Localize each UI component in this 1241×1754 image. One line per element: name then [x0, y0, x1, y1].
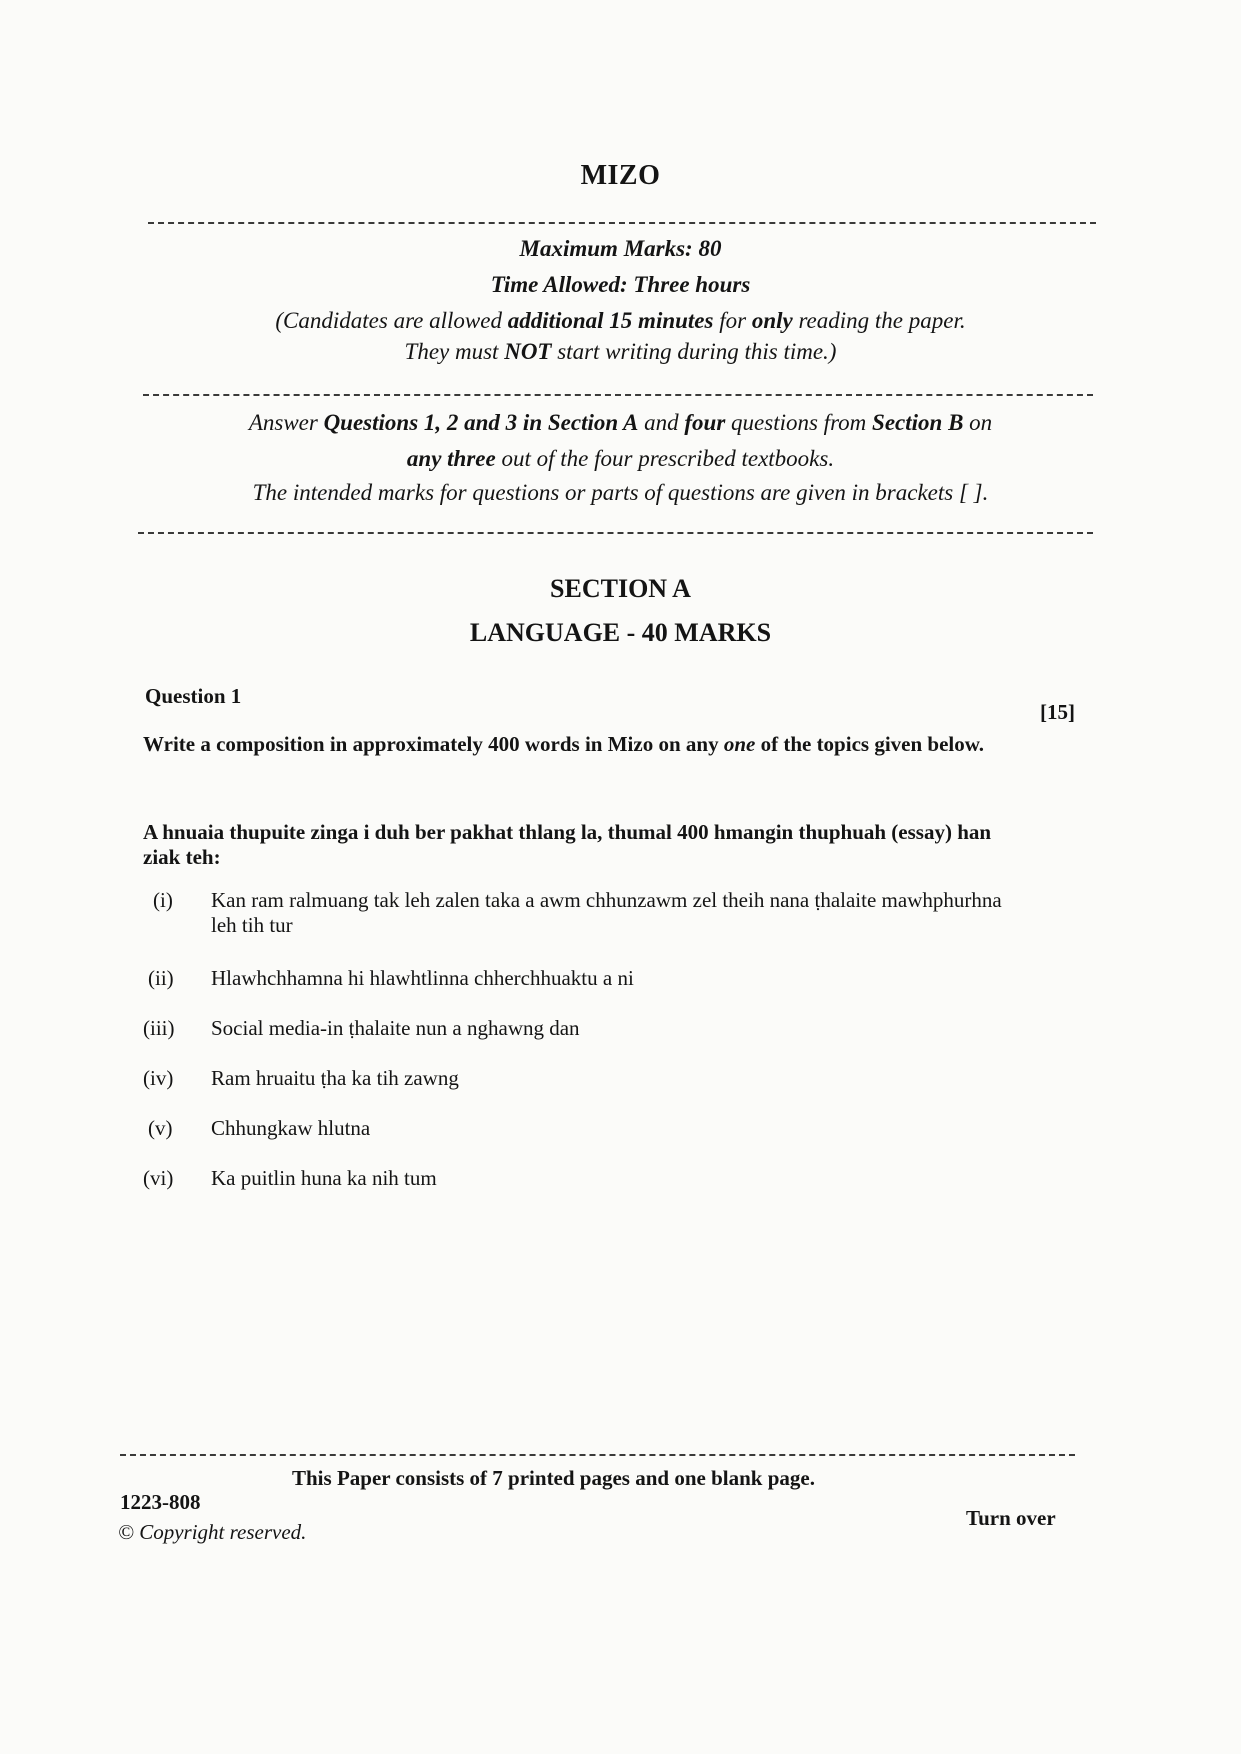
question-prompt-english: [143, 732, 1023, 757]
text: and: [638, 410, 685, 435]
topic-number: (vi): [143, 1166, 174, 1190]
text: questions from: [725, 410, 873, 435]
section-title: SECTION A: [550, 574, 691, 603]
subject-title: MIZO: [580, 160, 661, 191]
topic-text: Hlawhchhamna hi hlawhtlinna chherchhuaktu a ni: [211, 966, 634, 990]
topic-number: (iii): [143, 1016, 175, 1040]
topic-text: Ram hruaitu ṭha ka tih zawng: [211, 1066, 459, 1090]
question-prompt-mizo: A hnuaia thupuite zinga i duh ber pakhat thlang la, thumal 400 hmangin thuphuah (essay) han ziak teh:: [143, 820, 992, 869]
divider: [138, 532, 1093, 534]
text-bold: any three: [406, 446, 496, 471]
text-bold: Section B: [872, 410, 964, 435]
topic-text: Kan ram ralmuang tak leh zalen taka a awm chhunzawm zel theih nana ṭhalaite mawhphurhna leh tih tur: [211, 888, 1002, 937]
copyright: © Copyright reserved.: [118, 1520, 307, 1544]
pages-note: This Paper consists of 7 printed pages and one blank page.: [292, 1466, 815, 1490]
answer-instruction: [0, 410, 1241, 436]
divider: [148, 222, 1096, 224]
text-bold: four: [684, 410, 726, 435]
topic-number: (ii): [148, 966, 174, 990]
text-bold: NOT: [504, 339, 552, 364]
text: on: [963, 410, 993, 435]
question-label: Question 1: [145, 684, 242, 708]
footer-divider: [120, 1454, 1075, 1456]
text-bold: additional 15 minutes: [507, 308, 714, 333]
marks-note: The intended marks for questions or parts of questions are given in brackets [ ].: [252, 480, 989, 505]
text: They must: [404, 339, 505, 364]
text-bold: Questions 1, 2 and 3 in Section A: [323, 410, 639, 435]
paper-code: 1223-808: [120, 1490, 201, 1514]
text-emphasis: one: [723, 732, 756, 756]
topic-number: (iv): [143, 1066, 174, 1090]
divider: [143, 394, 1093, 396]
section-subtitle: LANGUAGE - 40 MARKS: [469, 618, 772, 647]
turn-over: Turn over: [966, 1506, 1056, 1530]
text-bold: only: [751, 308, 793, 333]
reading-time-note: [0, 308, 1241, 334]
text: of the topics given below.: [755, 732, 984, 756]
text: start writing during this time.): [551, 339, 837, 364]
text: out of the four prescribed textbooks.: [495, 446, 835, 471]
text: (Candidates are allowed: [275, 308, 508, 333]
topic-text: Ka puitlin huna ka nih tum: [211, 1166, 437, 1190]
text: Answer: [248, 410, 324, 435]
answer-instruction-cont: [0, 446, 1241, 472]
text: for: [713, 308, 752, 333]
text: reading the paper.: [792, 308, 966, 333]
topic-text: Chhungkaw hlutna: [211, 1116, 371, 1140]
text: Write a composition in approximately 400 words in Mizo on any: [143, 732, 724, 756]
topic-number: (v): [148, 1116, 173, 1140]
topic-text: Social media-in ṭhalaite nun a nghawng dan: [211, 1016, 580, 1040]
max-marks: Maximum Marks: 80: [519, 236, 722, 261]
writing-note: [0, 339, 1241, 365]
question-marks: [15]: [1040, 700, 1075, 724]
topic-number: (i): [153, 888, 173, 912]
time-allowed: Time Allowed: Three hours: [490, 272, 751, 297]
